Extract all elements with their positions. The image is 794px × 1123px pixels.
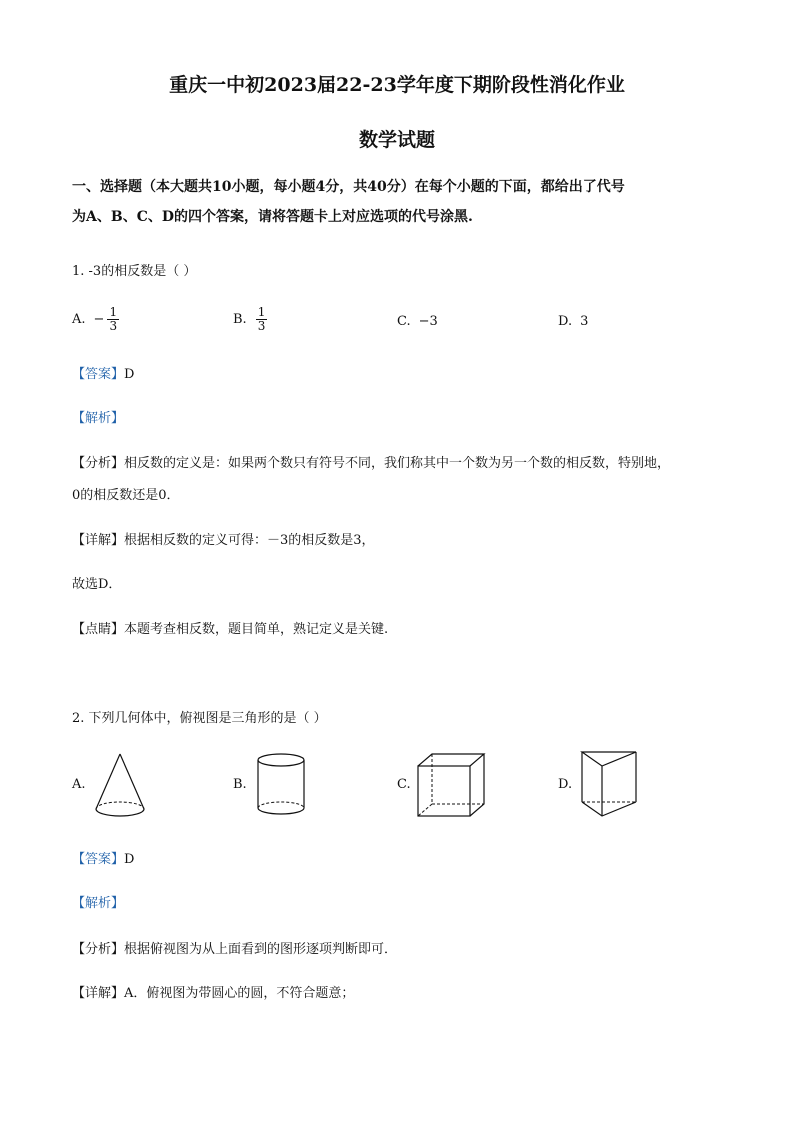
q1-option-a-label: A. [72,312,86,327]
q2-fenxi-tag: 【分析】 [72,942,125,957]
q2-answer [72,848,134,867]
cone-icon [92,752,148,820]
q1-xiangjie-tag: 【详解】 [72,533,125,548]
q1-option-a-sign: − [93,312,105,327]
q1-xiangjie-text: 根据相反数的定义可得：－3的相反数是3， [124,533,375,548]
q1-fenxi-line1 [72,452,670,471]
q1-option-a-numerator: 1 [109,305,118,319]
q2-option-a-label: A. [72,777,86,792]
q2-xiangjie-tag: 【详解】 [72,986,125,1001]
q1-dianjing-tag: 【点睛】 [72,622,125,637]
question-1-stem: 1. -3的相反数是（ ） [72,264,197,279]
q1-dianjing [72,618,388,637]
q1-option-c-label: C. [397,314,411,329]
document-title: 重庆一中初2023届22-23学年度下期阶段性消化作业 [169,74,625,96]
question-2-stem: 2. 下列几何体中，俯视图是三角形的是（ ） [72,711,327,726]
triangular-prism-icon [580,750,640,820]
q1-option-d-value: 3 [580,314,589,329]
q1-answer-tag: 【答案】 [72,367,125,382]
q1-option-b-numerator: 1 [257,305,266,319]
q1-dianjing-text: 本题考查相反数，题目简单，熟记定义是关键. [124,622,389,637]
q2-answer-tag: 【答案】 [72,852,125,867]
q1-option-b-label: B. [233,312,247,327]
q2-option-d-label: D. [558,777,573,792]
q1-answer-value: D [124,367,135,382]
q2-option-c-label: C. [397,777,411,792]
q1-option-b [233,306,267,333]
q2-analysis-tag: 【解析】 [72,896,125,911]
cylinder-icon [255,752,307,818]
q2-answer-value: D [124,852,135,867]
q1-fenxi-line2: 0的相反数还是0． [72,488,180,503]
section-instructions-line2: 为A、B、C、D的四个答案，请将答题卡上对应选项的代号涂黑. [72,209,473,225]
q1-option-a-denominator: 3 [109,319,118,333]
q1-conclusion: 故选D． [72,577,122,592]
q1-option-c-value: −3 [418,314,438,329]
q1-fenxi-text: 相反数的定义是：如果两个数只有符号不同，我们称其中一个数为另一个数的相反数，特别地， [124,456,671,471]
q2-xiangjie-text: A．俯视图为带圆心的圆，不符合题意； [124,986,355,1001]
q1-xiangjie [72,529,375,548]
q1-analysis-tag: 【解析】 [72,411,125,426]
q1-option-d [558,314,588,329]
document-subtitle: 数学试题 [358,129,435,151]
q2-option-b-label: B. [233,777,247,792]
q1-option-c [397,314,438,329]
q1-option-a [72,306,119,333]
q1-fenxi-tag: 【分析】 [72,456,125,471]
q1-answer [72,363,134,382]
q1-option-b-denominator: 3 [257,319,266,333]
q1-option-a-fraction [107,306,119,333]
q2-xiangjie [72,982,354,1001]
q2-fenxi-text: 根据俯视图为从上面看到的图形逐项判断即可． [124,942,398,957]
section-instructions-line1: 一、选择题（本大题共10小题，每小题4分，共40分）在每个小题的下面，都给出了代号 [72,179,625,195]
q2-fenxi [72,938,397,957]
q1-option-d-label: D. [558,314,573,329]
cube-icon [416,752,486,818]
q1-option-b-fraction [256,306,268,333]
